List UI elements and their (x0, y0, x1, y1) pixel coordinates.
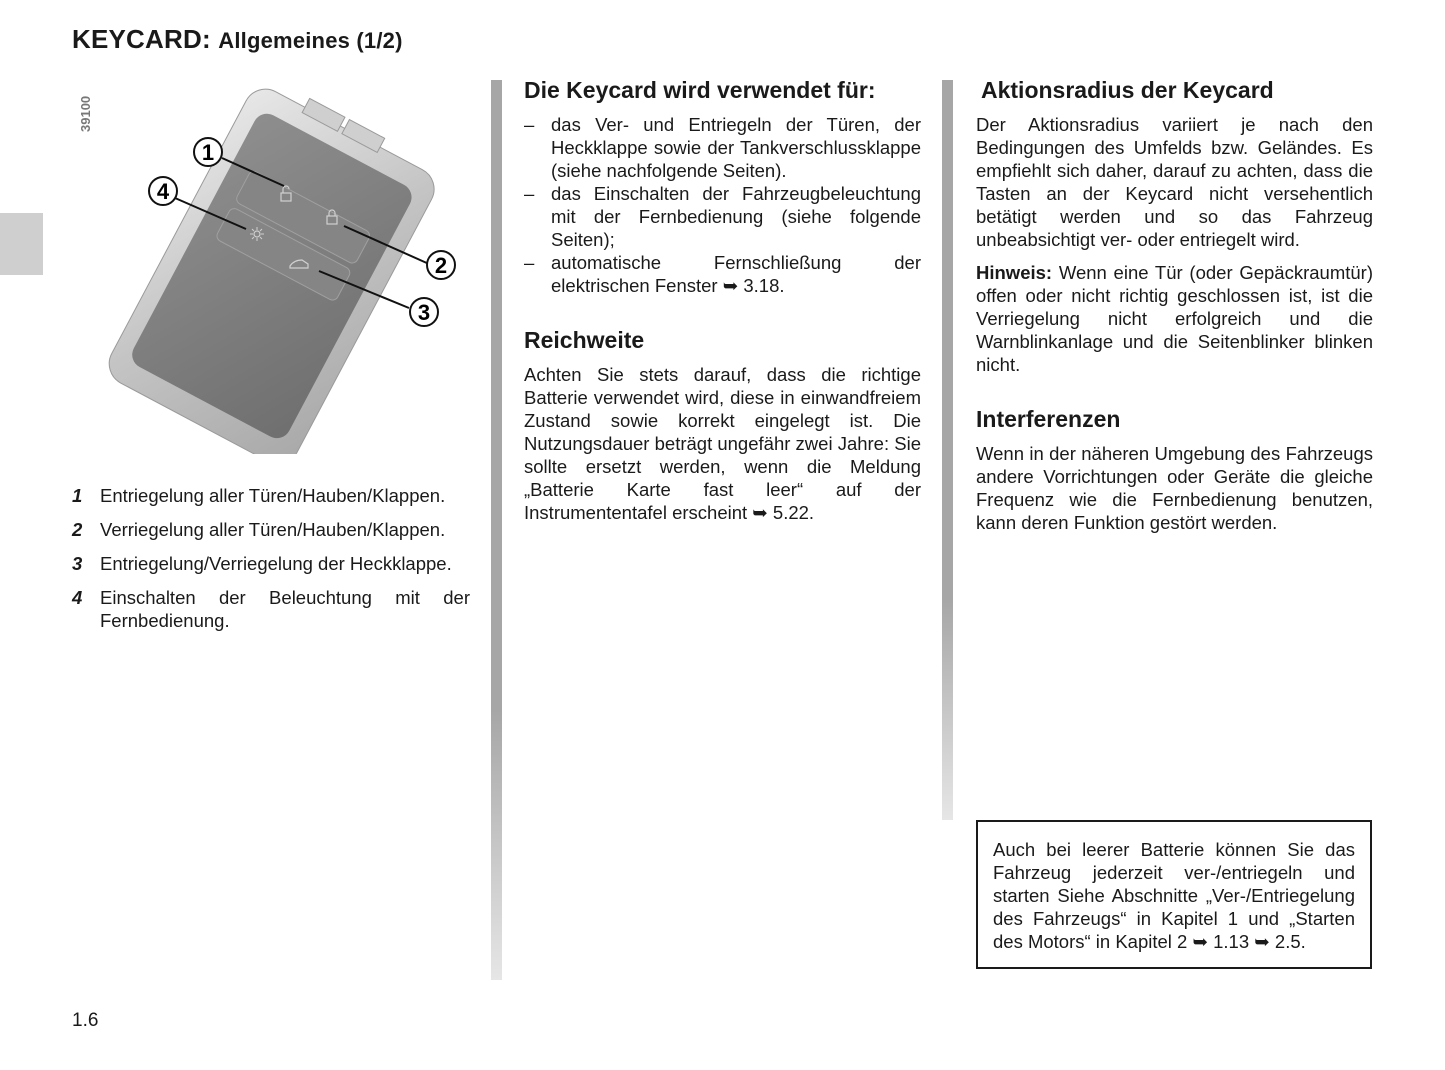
note-text: Wenn eine Tür (oder Gepäckraumtür) offen oder nicht richtig geschlossen ist, ist die Verriegelung nicht erfolgreich und die Warnblinkanlage und die Seitenblinker blinken nicht. (976, 262, 1373, 375)
callout-2 (427, 251, 455, 279)
page-title (72, 24, 403, 55)
callout-4 (149, 177, 177, 205)
column-separator (942, 80, 953, 820)
chapter-tab (0, 213, 43, 275)
svg-text:3: 3 (417, 300, 431, 325)
legend-text: Verriegelung aller Türen/Hauben/Klappen. (100, 519, 446, 540)
callout-3 (410, 298, 438, 326)
column-radius (976, 76, 1373, 544)
range-heading: Reichweite (524, 327, 645, 353)
legend-text: Entriegelung aller Türen/Hauben/Klappen. (100, 485, 446, 506)
legend-item (72, 552, 470, 575)
interference-heading: Interferenzen (976, 406, 1121, 432)
legend-list (72, 484, 470, 643)
usage-item: – das Ver- und Entriegeln der Türen, der Heckklappe sowie der Tankverschlussklappe (siehe nachfolgende Seiten). (524, 113, 921, 182)
usage-item: – automatische Fernschließung der elektrischen Fenster ➥ 3.18. (524, 251, 921, 297)
title-sub: Allgemeines (1/2) (218, 28, 403, 53)
interference-text: Wenn in der näheren Umgebung des Fahrzeugs andere Vorrichtungen oder Geräte die gleiche Frequenz wie die Fernbedienung benutzen, kann deren Funktion gestört werden. (976, 443, 1373, 533)
info-box: Auch bei leerer Batterie können Sie das Fahrzeug jederzeit ver-/entriegeln und starten Siehe Abschnitte „Ver-/Entriegelung des Fahrzeugs“ in Kapitel 1 und „Starten des Motors“ in Kapitel 2 ➥ 1.13 ➥ 2.5. (976, 820, 1372, 969)
note-paragraph (976, 261, 1373, 376)
column-separator (491, 80, 502, 980)
legend-number: 3 (72, 553, 83, 574)
keycard-drawing (74, 82, 470, 454)
card-body (101, 82, 446, 454)
radius-heading: Aktionsradius der Keycard (981, 77, 1274, 103)
svg-text:4: 4 (156, 179, 170, 204)
legend-item (72, 518, 470, 541)
page-number: 1.6 (72, 1010, 99, 1031)
column-usage (524, 76, 921, 534)
legend-number: 1 (72, 485, 83, 506)
legend-item (72, 484, 470, 507)
title-main: KEYCARD: (72, 24, 211, 54)
keycard-illustration (74, 82, 470, 454)
illustration-code: 39100 (78, 95, 93, 132)
legend-number: 2 (72, 519, 83, 540)
svg-text:2: 2 (434, 253, 448, 278)
usage-heading: Die Keycard wird verwendet für: (524, 77, 876, 103)
usage-list (524, 113, 921, 297)
legend-number: 4 (72, 587, 83, 608)
svg-text:1: 1 (201, 140, 215, 165)
legend-text: Entriegelung/Verriegelung der Heckklappe. (100, 553, 452, 574)
radius-text: Der Aktionsradius variiert je nach den Bedingungen des Umfelds bzw. Geländes. Es empfiehlt sich daher, darauf zu achten, dass die Tasten an der Keycard nicht versehentlich betätigt werden und so das Fahrzeug unbeabsichtigt ver- oder entriegelt wird. (976, 114, 1373, 250)
callout-1 (194, 138, 222, 166)
range-text: Achten Sie stets darauf, dass die richtige Batterie verwendet wird, diese in einwandfreiem Zustand sowie korrekt eingelegt ist. Die Nutzungsdauer beträgt ungefähr zwei Jahre: Sie sollte ersetzt werden, wenn die Meldung „Batterie Karte fast leer“ auf der Instrumententafel erscheint ➥ 5.22. (524, 364, 921, 523)
note-label: Hinweis: (976, 262, 1053, 283)
legend-item (72, 586, 470, 632)
legend-text: Einschalten der Beleuchtung mit der Fernbedienung. (100, 587, 470, 631)
usage-item: – das Einschalten der Fahrzeugbeleuchtung mit der Fernbedienung (siehe folgende Seiten); (524, 182, 921, 251)
